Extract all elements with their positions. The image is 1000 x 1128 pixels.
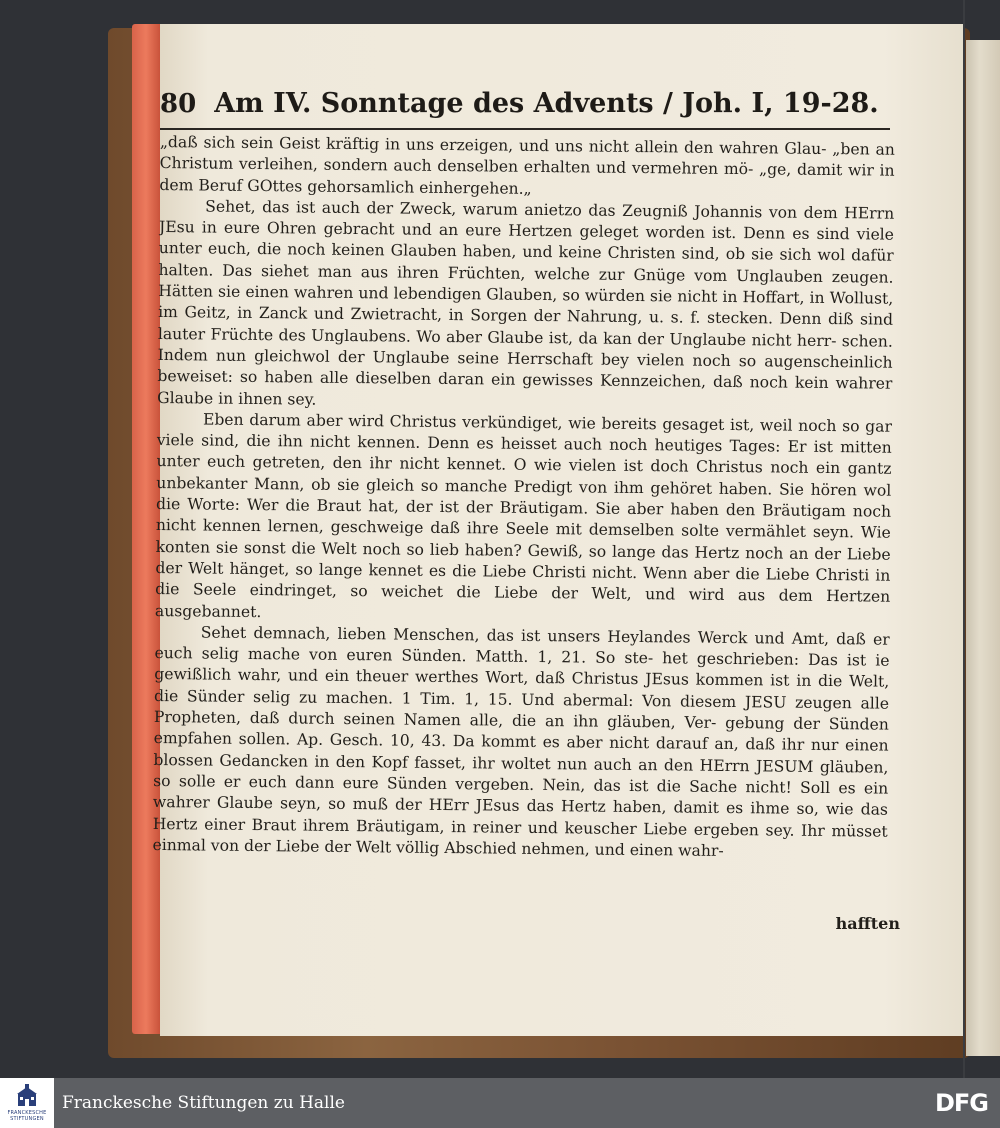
body-text xyxy=(152,132,895,940)
running-title: Am IV. Sonntage des Advents / Joh. I, 19-28. xyxy=(214,88,879,119)
running-head xyxy=(160,88,890,130)
page-number: 80 xyxy=(160,89,197,119)
logo-caption: FRANCKESCHE STIFTUNGEN xyxy=(7,1110,47,1122)
catchword: hafften xyxy=(835,914,900,933)
viewer-gutter xyxy=(963,0,965,1078)
institution-logo[interactable] xyxy=(0,1078,54,1128)
paragraph-2: Sehet, das ist auch der Zweck, warum anietzo das Zeugniß Johannis von dem HErrn JEsu in eure Ohren gebracht und an eure Hertzen geleget worden ist. Denn es sind viele unter euch, die noch keinen Glauben haben, und keine Christen sind, ob sie sich wol dafür halten. Das siehet man aus ihren Früchten, welche zur Gnüge vom Unglauben zeugen. Hätten sie einen wahren und lebendigen Glauben, so würden sie nicht in Hoffart, in Wollust, im Geitz, in Zanck und Zwietracht, in Sorgen der Nahrung, u. s. f. stecken. Denn diß sind lauter Früchte des Unglaubens. Wo aber Glaube ist, da kan der Unglaube nicht herr- schen. Indem nun gleichwol der Unglaube seine Herrschaft bey vielen noch so augenscheinlich beweiset: so haben alle dieselben daran ein gewisses Kennzeichen, daß noch kein wahrer Glaube in ihnen sey. xyxy=(157,197,895,409)
dfg-logo[interactable]: DFG xyxy=(934,1089,988,1117)
institution-name[interactable]: Franckesche Stiftungen zu Halle xyxy=(62,1093,345,1113)
facing-page xyxy=(966,40,1000,1056)
orphanage-building-icon xyxy=(16,1084,38,1110)
paragraph-3: Eben darum aber wird Christus verkündiget, wie bereits gesaget ist, weil noch so gar viele sind, die ihn nicht kennen. Denn es heisset auch noch heutiges Tages: Er ist mitten unter euch getreten, den ihr nicht kennet. O wie vielen ist doch Christus noch ein gantz unbekanter Mann, ob sie gleich so manche Predigt von ihm gehöret haben. Sie hören wol die Worte: Wer die Braut hat, der ist der Bräutigam. Sie aber haben den Bräutigam noch nicht kennen lernen, geschweige daß ihre Seele mit demselben solte vermählet seyn. Wie konten sie sonst die Welt noch so lieb haben? Gewiß, so lange das Hertz noch an der Liebe der Welt hänget, so lange kennet es die Liebe Christi nicht. Wenn aber die Liebe Christi in die Seele eindringet, so weichet die Liebe der Welt, und wird aus dem Hertzen ausgebannet. xyxy=(154,410,893,621)
paragraph-4: Sehet demnach, lieben Menschen, das ist unsers Heylandes Werck und Amt, daß er euch selig mache von euren Sünden. Matth. 1, 21. So ste- het geschrieben: Das ist ie gewißlich wahr, und ein theuer werthes Wort, daß Christus JEsus kommen ist in die Welt, die Sünder selig zu machen. 1 Tim. 1, 15. Und abermal: Von diesem JESU zeugen alle Propheten, daß durch seinen Namen alle, die an ihn gläuben, Ver- gebung der Sünden empfahen sollen. Ap. Gesch. 10, 43. Da kommt es aber nicht darauf an, daß ihr nur einen blossen Gedancken in den Kopf fasset, ihr woltet nun auch an den HErrn JESUM gläuben, so solle er euch dann eure Sünden vergeben. Nein, das ist die Sache nicht! Soll es ein wahrer Glaube seyn, so muß der HErr JEsus das Hertz haben, damit es ihme so, wie das Hertz einer Braut ihrem Bräutigam, in reiner und keuscher Liebe ergeben sey. Ihr müsset einmal von der Liebe der Welt völlig Abschied nehmen, und einen wahr- xyxy=(152,623,890,860)
paragraph-1: „daß sich sein Geist kräftig in uns erzeigen, und uns nicht allein den wahren Glau- „ben an Christum verleihen, sondern auch denselben erhalten und vermehren mö- „ge, damit wir in dem Beruf GOttes gehorsamlich einhergehen.„ xyxy=(159,132,895,198)
footer-bar xyxy=(0,1078,1000,1128)
